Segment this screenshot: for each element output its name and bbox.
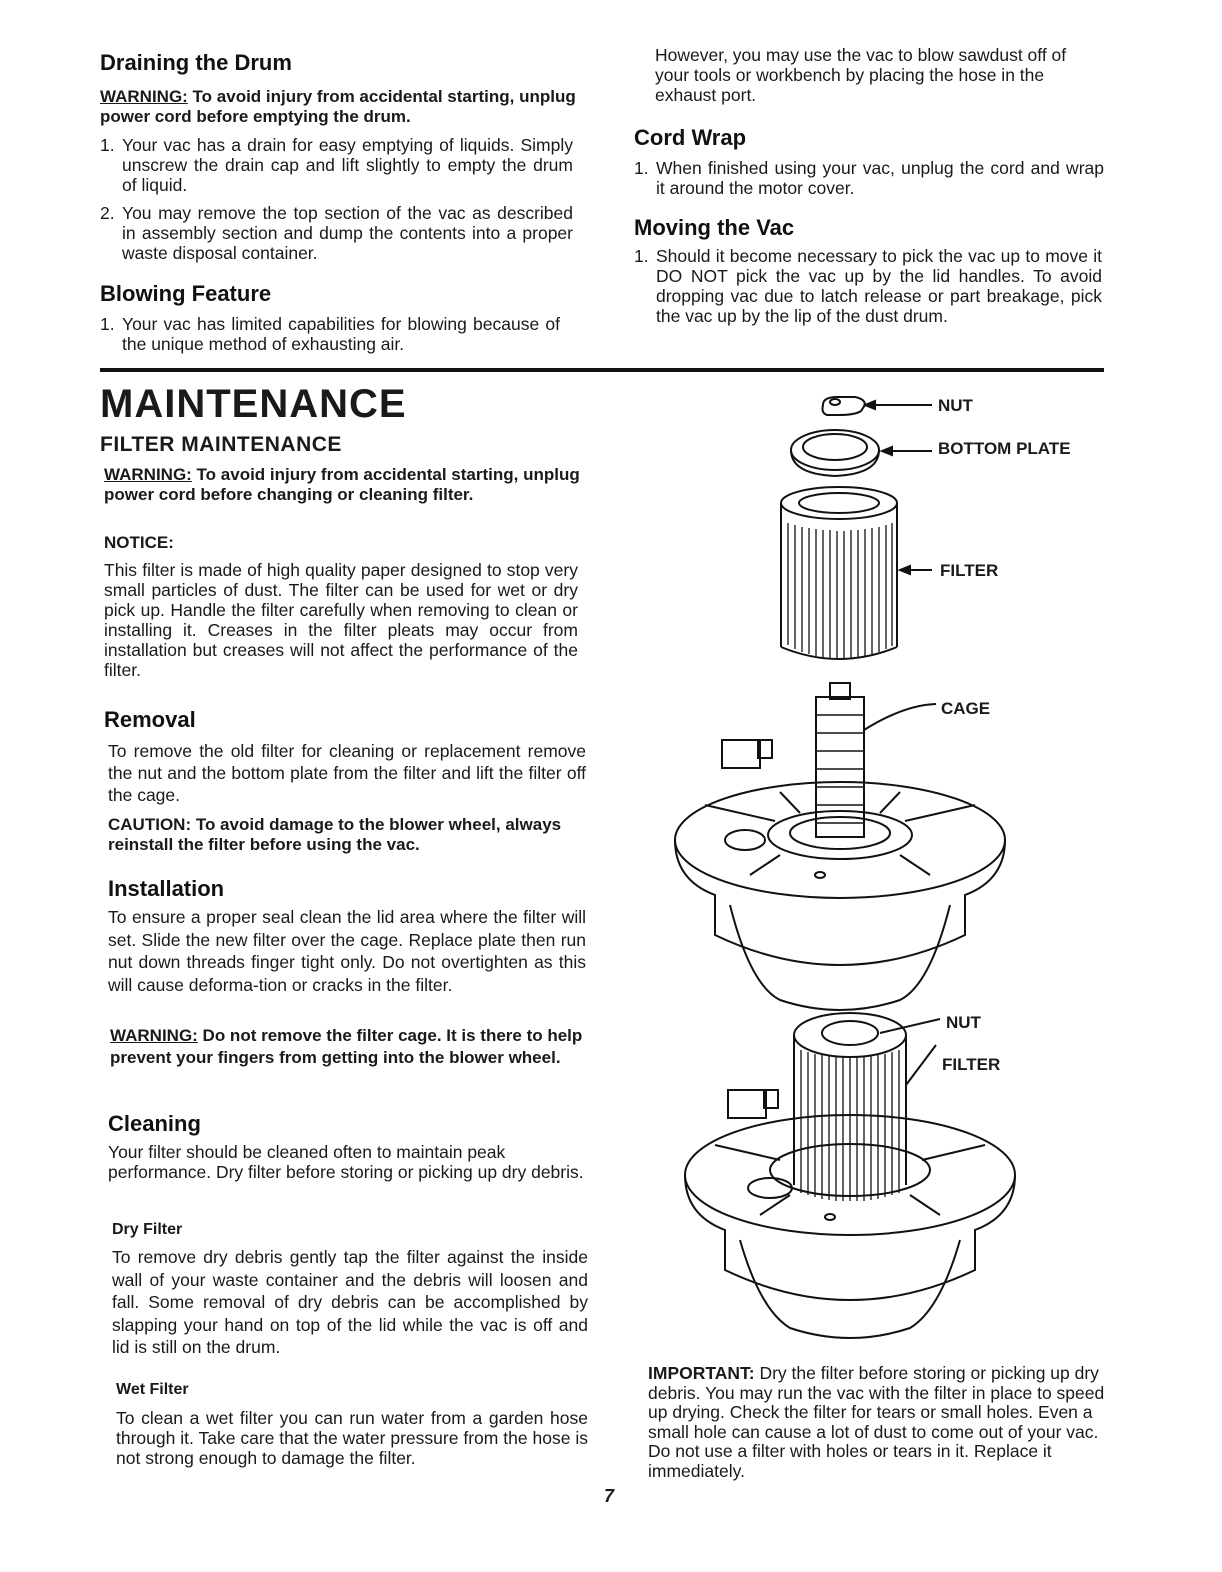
- warning-text: Do not remove the filter cage. It is there to help prevent your fingers from getting into the blower wheel.: [110, 1026, 583, 1067]
- warning-label: WARNING:: [110, 1026, 198, 1045]
- maintenance-title: MAINTENANCE: [100, 382, 407, 426]
- filter-illustration: [781, 487, 932, 659]
- moving-title: Moving the Vac: [634, 215, 795, 240]
- label-nut-top: NUT: [938, 396, 973, 415]
- removal-caution: CAUTION: To avoid damage to the blower wheel, always reinstall the filter before using the vac.: [108, 815, 562, 854]
- cleaning-text: Your filter should be cleaned often to maintain peak performance. Dry filter before storing or picking up dry debris.: [108, 1142, 584, 1182]
- list-number: 1.: [100, 314, 115, 334]
- maintenance-warning: [104, 465, 580, 505]
- notice-text: This filter is made of high quality paper designed to stop very small particles of dust. The filter can be used for wet or dry pick up. Handle the filter carefully when removing to clean or installing it. Creases in the filter pleats may occur from installation but creases will not affect the performance of the filter.: [104, 560, 578, 680]
- installation-title: Installation: [108, 876, 225, 901]
- blowing-list: [100, 314, 560, 354]
- notice-label: NOTICE:: [104, 533, 174, 552]
- warning-label: WARNING:: [104, 465, 192, 484]
- list-text: Your vac has a drain for easy emptying of liquids. Simply unscrew the drain cap and lift slightly to empty the drum of liquid.: [122, 135, 573, 195]
- blowing-continued: However, you may use the vac to blow sawdust off of your tools or workbench by placing the hose in the exhaust port.: [655, 45, 1067, 105]
- draining-warning: [100, 87, 580, 127]
- wet-filter-title: Wet Filter: [116, 1381, 189, 1398]
- bottom-plate-illustration: [791, 430, 932, 476]
- warning-text: To avoid injury from accidental starting, unplug power cord before emptying the drum.: [100, 87, 576, 126]
- label-filter-bottom: FILTER: [942, 1055, 1001, 1074]
- wet-filter-text: To clean a wet filter you can run water from a garden hose through it. Take care that the water pressure from the hose is not strong enough to damage the filter.: [116, 1408, 588, 1468]
- list-item: [634, 246, 1102, 326]
- important-label: IMPORTANT:: [648, 1363, 755, 1383]
- label-cage: CAGE: [941, 699, 991, 718]
- list-number: 1.: [634, 158, 649, 178]
- important-text: Dry the filter before storing or picking up dry debris. You may run the vac with the filter in place to speed up drying. Check the filter for tears or small holes. Even a small hole can cause a lot of dust to come out of your vac. Do not use a filter with holes or tears in it. Replace it immediately.: [648, 1363, 1105, 1481]
- list-text: Your vac has limited capabilities for blowing because of the unique method of exhausting air.: [122, 314, 560, 354]
- list-number: 1.: [634, 246, 649, 266]
- cleaning-title: Cleaning: [108, 1111, 201, 1136]
- moving-list: [634, 246, 1102, 326]
- list-item: [634, 158, 1104, 198]
- dry-filter-title: Dry Filter: [112, 1221, 183, 1238]
- nut-illustration: [823, 397, 933, 415]
- section-divider: [100, 368, 1104, 372]
- warning-text: To avoid injury from accidental starting, unplug power cord before changing or cleaning filter.: [104, 465, 580, 504]
- important-note: [648, 1364, 1118, 1481]
- installation-warning: [110, 1025, 586, 1069]
- filter-assembly-diagram: [660, 385, 1120, 1345]
- filter-maintenance-title: FILTER MAINTENANCE: [100, 433, 342, 456]
- installation-text: To ensure a proper seal clean the lid area where the filter will set. Slide the new filter over the cage. Replace plate then run nut down threads finger tight only. Do not overtighten as this will cause deforma-tion or cracks in the filter.: [108, 907, 586, 995]
- list-text: You may remove the top section of the vac as described in assembly section and dump the contents into a proper waste disposal container.: [122, 203, 573, 263]
- warning-label: WARNING:: [100, 87, 188, 106]
- list-item: [100, 203, 573, 263]
- removal-text: To remove the old filter for cleaning or replacement remove the nut and the bottom plate from the filter and lift the filter off the cage.: [108, 741, 586, 805]
- label-filter-top: FILTER: [940, 561, 999, 580]
- list-item: [100, 314, 560, 354]
- lid-with-cage-illustration: [675, 683, 1005, 1010]
- label-bottom-plate: BOTTOM PLATE: [938, 439, 1071, 458]
- cord-wrap-list: [634, 158, 1104, 198]
- list-number: 1.: [100, 135, 115, 155]
- list-number: 2.: [100, 203, 115, 223]
- list-text: Should it become necessary to pick the vac up to move it DO NOT pick the vac up by the lid handles. To avoid dropping vac due to latch release or part breakage, pick the vac up by the lip of the dust drum.: [656, 246, 1102, 326]
- cord-wrap-title: Cord Wrap: [634, 125, 747, 150]
- blowing-title: Blowing Feature: [100, 281, 272, 306]
- label-nut-bottom: NUT: [946, 1013, 981, 1032]
- removal-title: Removal: [104, 707, 196, 732]
- draining-title: Draining the Drum: [100, 50, 292, 75]
- draining-list: [100, 135, 573, 263]
- page-number: 7: [604, 1486, 615, 1506]
- dry-filter-text: To remove dry debris gently tap the filter against the inside wall of your waste container and the debris will loosen and fall. Some removal of dry debris can be accomplished by slapping your hand on top of the lid while the vac is off and lid is still on the drum.: [112, 1247, 588, 1357]
- list-text: When finished using your vac, unplug the cord and wrap it around the motor cover.: [656, 158, 1104, 198]
- list-item: [100, 135, 573, 195]
